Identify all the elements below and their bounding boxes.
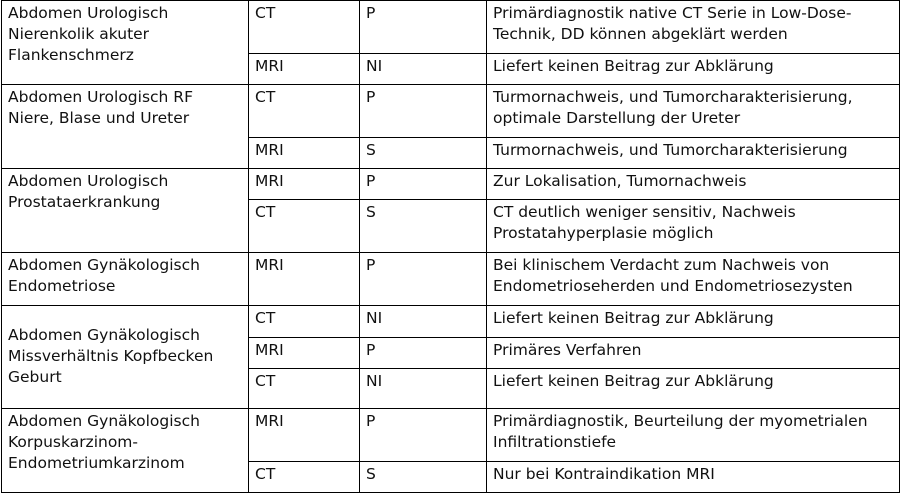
modality-cell: MRI	[249, 409, 360, 462]
comment-cell: CT deutlich weniger sensitiv, Nachweis Prostatahyperplasie möglich	[487, 200, 900, 253]
region-cell: Abdomen Gynäkologisch Endometriose	[2, 253, 249, 306]
region-cell: Abdomen Urologisch Prostataerkrankung	[2, 169, 249, 253]
comment-cell: Primärdiagnostik, Beurteilung der myometrialen Infiltrationstiefe	[487, 409, 900, 462]
modality-cell: CT	[249, 462, 360, 493]
rating-cell: P	[360, 338, 487, 369]
rating-cell: P	[360, 1, 487, 54]
rating-cell: S	[360, 138, 487, 169]
comment-cell: Liefert keinen Beitrag zur Abklärung	[487, 369, 900, 409]
region-cell: Abdomen Urologisch RF Niere, Blase und Ureter	[2, 85, 249, 169]
rating-cell: S	[360, 462, 487, 493]
rating-cell: NI	[360, 54, 487, 85]
comment-cell: Liefert keinen Beitrag zur Abklärung	[487, 54, 900, 85]
rating-cell: P	[360, 169, 487, 200]
table-row	[2, 409, 900, 462]
table-row	[2, 306, 900, 338]
comment-cell: Bei klinischem Verdacht zum Nachweis von Endometrioseherden und Endometriosezysten	[487, 253, 900, 306]
comment-cell: Turmornachweis, und Tumorcharakterisierung	[487, 138, 900, 169]
table-row	[2, 85, 900, 138]
region-cell: Abdomen Urologisch Nierenkolik akuter Flankenschmerz	[2, 1, 249, 85]
modality-cell: MRI	[249, 338, 360, 369]
rating-cell: NI	[360, 369, 487, 409]
modality-cell: CT	[249, 200, 360, 253]
comment-cell: Zur Lokalisation, Tumornachweis	[487, 169, 900, 200]
comment-cell: Nur bei Kontraindikation MRI	[487, 462, 900, 493]
modality-cell: MRI	[249, 54, 360, 85]
imaging-recommendation-table	[1, 0, 900, 493]
rating-cell: P	[360, 85, 487, 138]
modality-cell: CT	[249, 85, 360, 138]
region-cell: Abdomen Gynäkologisch Missverhältnis Kopfbecken Geburt	[2, 306, 249, 409]
comment-cell: Primäres Verfahren	[487, 338, 900, 369]
modality-cell: CT	[249, 1, 360, 54]
modality-cell: CT	[249, 306, 360, 338]
modality-cell: CT	[249, 369, 360, 409]
comment-cell: Turmornachweis, und Tumorcharakterisierung, optimale Darstellung der Ureter	[487, 85, 900, 138]
modality-cell: MRI	[249, 138, 360, 169]
table-row	[2, 169, 900, 200]
modality-cell: MRI	[249, 253, 360, 306]
rating-cell: P	[360, 409, 487, 462]
rating-cell: P	[360, 253, 487, 306]
comment-cell: Liefert keinen Beitrag zur Abklärung	[487, 306, 900, 338]
table-row	[2, 1, 900, 54]
table-row	[2, 253, 900, 306]
rating-cell: NI	[360, 306, 487, 338]
rating-cell: S	[360, 200, 487, 253]
region-cell: Abdomen Gynäkologisch Korpuskarzinom-Endometriumkarzinom	[2, 409, 249, 493]
comment-cell: Primärdiagnostik native CT Serie in Low-Dose-Technik, DD können abgeklärt werden	[487, 1, 900, 54]
modality-cell: MRI	[249, 169, 360, 200]
